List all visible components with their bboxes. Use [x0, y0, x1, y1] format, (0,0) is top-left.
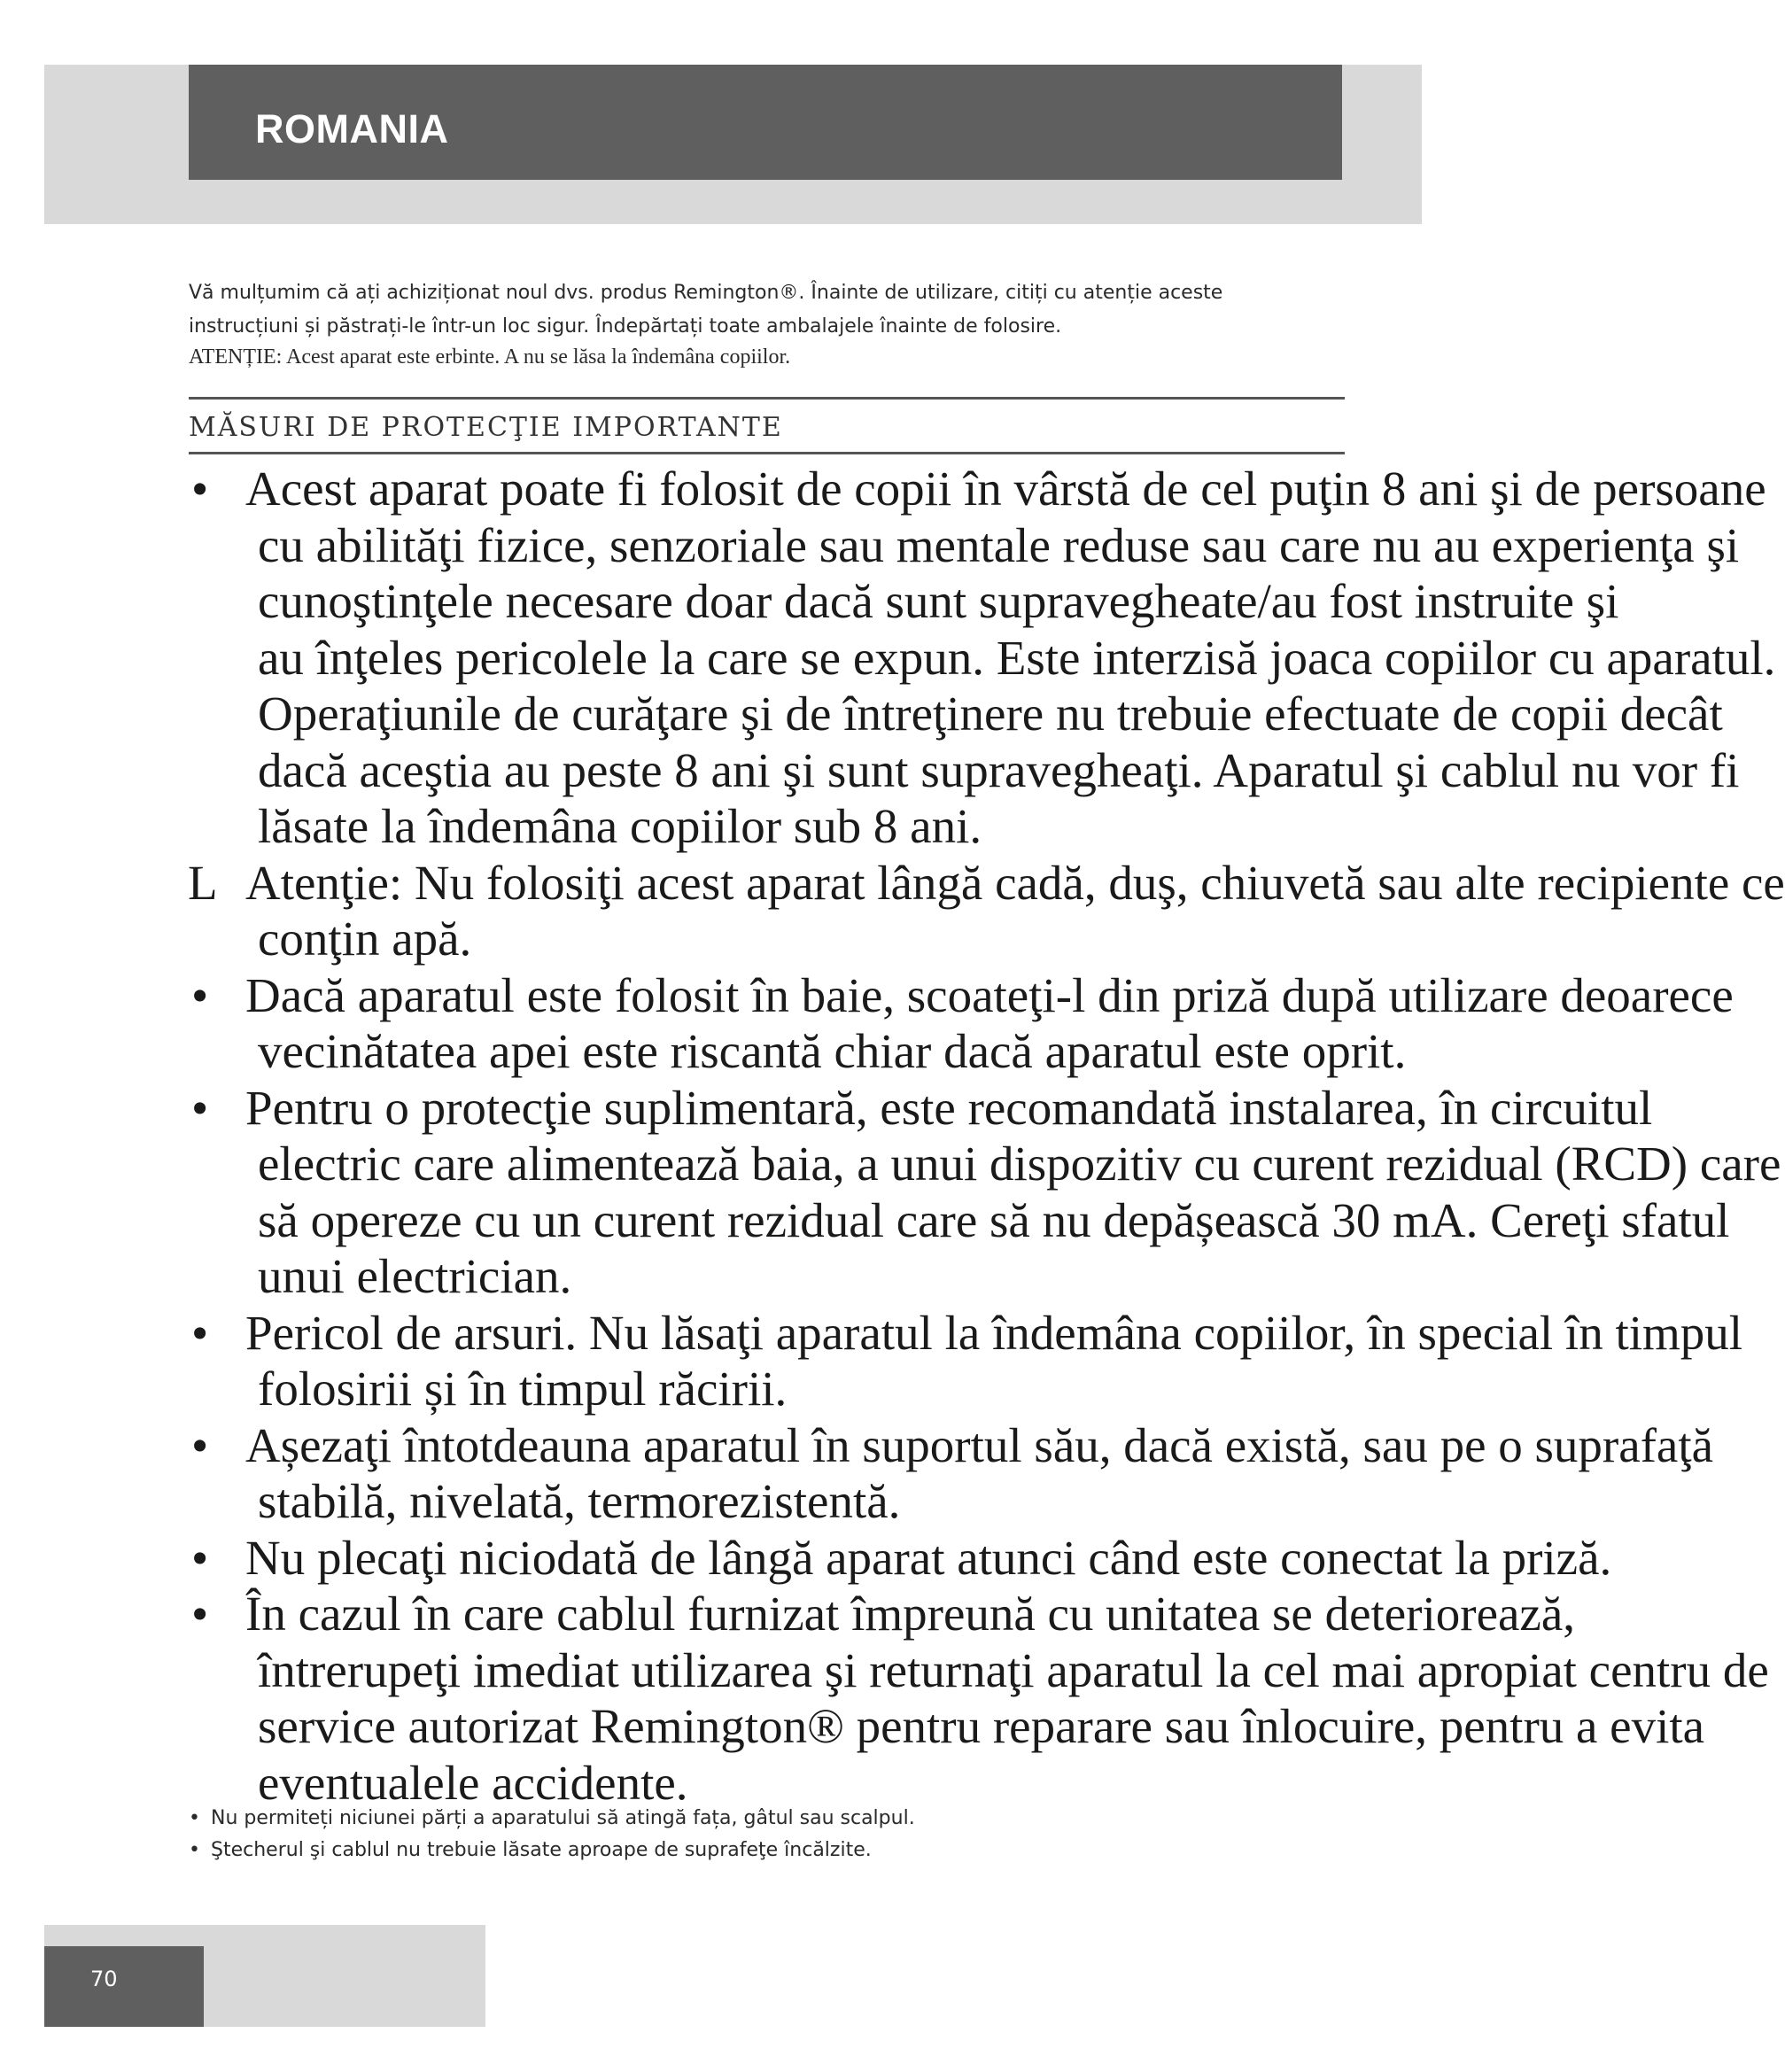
instruction-item	[188, 1080, 1781, 1305]
section-bottom-divider	[189, 452, 1345, 454]
instruction-line: electric care alimentează baia, a unui dispozitiv cu curent rezidual (RCD) care	[258, 1137, 1781, 1191]
secondary-instruction-text: Ştecherul şi cablul nu trebuie lăsate aproape de suprafeţe încălzite.	[211, 1839, 872, 1861]
bullet-marker: •	[191, 1417, 209, 1472]
instruction-line: Dacă aparatul este folosit în baie, scoateţi-l din priză după utilizare deoarece	[245, 967, 1734, 1022]
bullet-marker: •	[191, 462, 209, 516]
page-title: ROMANIA	[255, 106, 449, 151]
instruction-line: conţin apă.	[258, 912, 472, 966]
instruction-line: au înţeles pericolele la care se expun. Este interzisă joaca copiilor cu aparatul.	[258, 630, 1776, 685]
bullet-marker: •	[189, 1807, 200, 1829]
section-heading: MĂSURI DE PROTECŢIE IMPORTANTE	[189, 412, 783, 443]
bullet-marker: •	[191, 1305, 209, 1360]
intro-line: Vă mulțumim că ați achiziționat noul dvs. produs Remington®. Înainte de utilizare, citiți cu atenție aceste	[189, 282, 1223, 304]
instruction-line: Pericol de arsuri. Nu lăsaţi aparatul la îndemâna copiilor, în special în timpul	[245, 1305, 1743, 1360]
instruction-line: Nu plecaţi niciodată de lângă aparat atunci când este conectat la priză.	[245, 1530, 1612, 1585]
instruction-line: stabilă, nivelată, termorezistentă.	[258, 1474, 901, 1528]
intro-paragraph	[189, 276, 1340, 370]
instruction-line: În cazul în care cablul furnizat împreună cu unitatea se deteriorează,	[245, 1587, 1575, 1641]
page-number: 70	[90, 1967, 118, 1991]
instruction-item	[188, 1530, 1612, 1587]
instruction-line: vecinătatea apei este riscantă chiar dacă aparatul este oprit.	[258, 1024, 1407, 1078]
instruction-line: Pentru o protecţie suplimentară, este recomandată instalarea, în circuitul	[245, 1080, 1653, 1135]
secondary-instruction-item	[189, 1803, 1340, 1835]
header-bar	[189, 65, 1342, 180]
secondary-instruction-text: Nu permiteți niciunei părți a aparatului să atingă fața, gâtul sau scalpul.	[211, 1807, 915, 1829]
section-top-divider	[189, 397, 1345, 400]
instruction-line: cunoştinţele necesare doar dacă sunt supravegheate/au fost instruite şi	[258, 574, 1619, 628]
instruction-line: întrerupeţi imediat utilizarea şi returnaţi aparatul la cel mai apropiat centru de	[258, 1642, 1769, 1697]
secondary-instruction-item	[189, 1835, 1340, 1866]
instruction-line: service autorizat Remington® pentru reparare sau înlocuire, pentru a evita	[258, 1699, 1705, 1753]
safety-instructions-list	[188, 461, 1785, 1811]
instruction-item	[188, 1417, 1714, 1530]
instruction-line: Atenţie: Nu folosiţi acest aparat lângă cadă, duş, chiuvetă sau alte recipiente ce	[245, 855, 1785, 910]
instruction-line: Acest aparat poate fi folosit de copii în vârstă de cel puţin 8 ani şi de persoane	[245, 462, 1766, 516]
warning-symbol-marker: L	[188, 855, 218, 910]
bullet-marker: •	[189, 1839, 200, 1861]
intro-warning: ATENȚIE: Acest aparat este erbinte. A nu se lăsa la îndemâna copiilor.	[189, 345, 791, 369]
instruction-line: lăsate la îndemâna copiilor sub 8 ani.	[258, 799, 982, 853]
instruction-line: cu abilităţi fizice, senzoriale sau mentale reduse sau care nu au experienţa şi	[258, 517, 1740, 572]
instruction-item	[188, 1305, 1743, 1417]
bullet-marker: •	[191, 1530, 209, 1585]
instruction-line: folosirii și în timpul răcirii.	[258, 1362, 788, 1416]
secondary-instructions-list	[189, 1803, 1340, 1866]
instruction-line: eventualele accidente.	[258, 1755, 688, 1810]
bullet-marker: •	[191, 1080, 209, 1135]
instruction-line: să opereze cu un curent rezidual care să nu depășească 30 mA. Cereţi sfatul	[258, 1192, 1730, 1247]
instruction-item	[188, 855, 1785, 967]
instruction-line: Așezaţi întotdeauna aparatul în suportul său, dacă există, sau pe o suprafaţă	[245, 1417, 1714, 1472]
page-number-box	[44, 1946, 204, 2027]
instruction-item	[188, 1586, 1769, 1811]
intro-line: instrucțiuni și păstrați-le într-un loc sigur. Îndepărtați toate ambalajele înainte de folosire.	[189, 315, 1062, 338]
bullet-marker: •	[191, 1587, 209, 1641]
instruction-item	[188, 967, 1734, 1080]
instruction-line: Operaţiunile de curăţare şi de întreţinere nu trebuie efectuate de copii decât	[258, 687, 1723, 741]
instruction-line: unui electrician.	[258, 1249, 572, 1303]
instruction-item	[188, 461, 1776, 855]
bullet-marker: •	[191, 967, 209, 1022]
instruction-line: dacă aceştia au peste 8 ani şi sunt supravegheaţi. Aparatul şi cablul nu vor fi	[258, 742, 1740, 797]
